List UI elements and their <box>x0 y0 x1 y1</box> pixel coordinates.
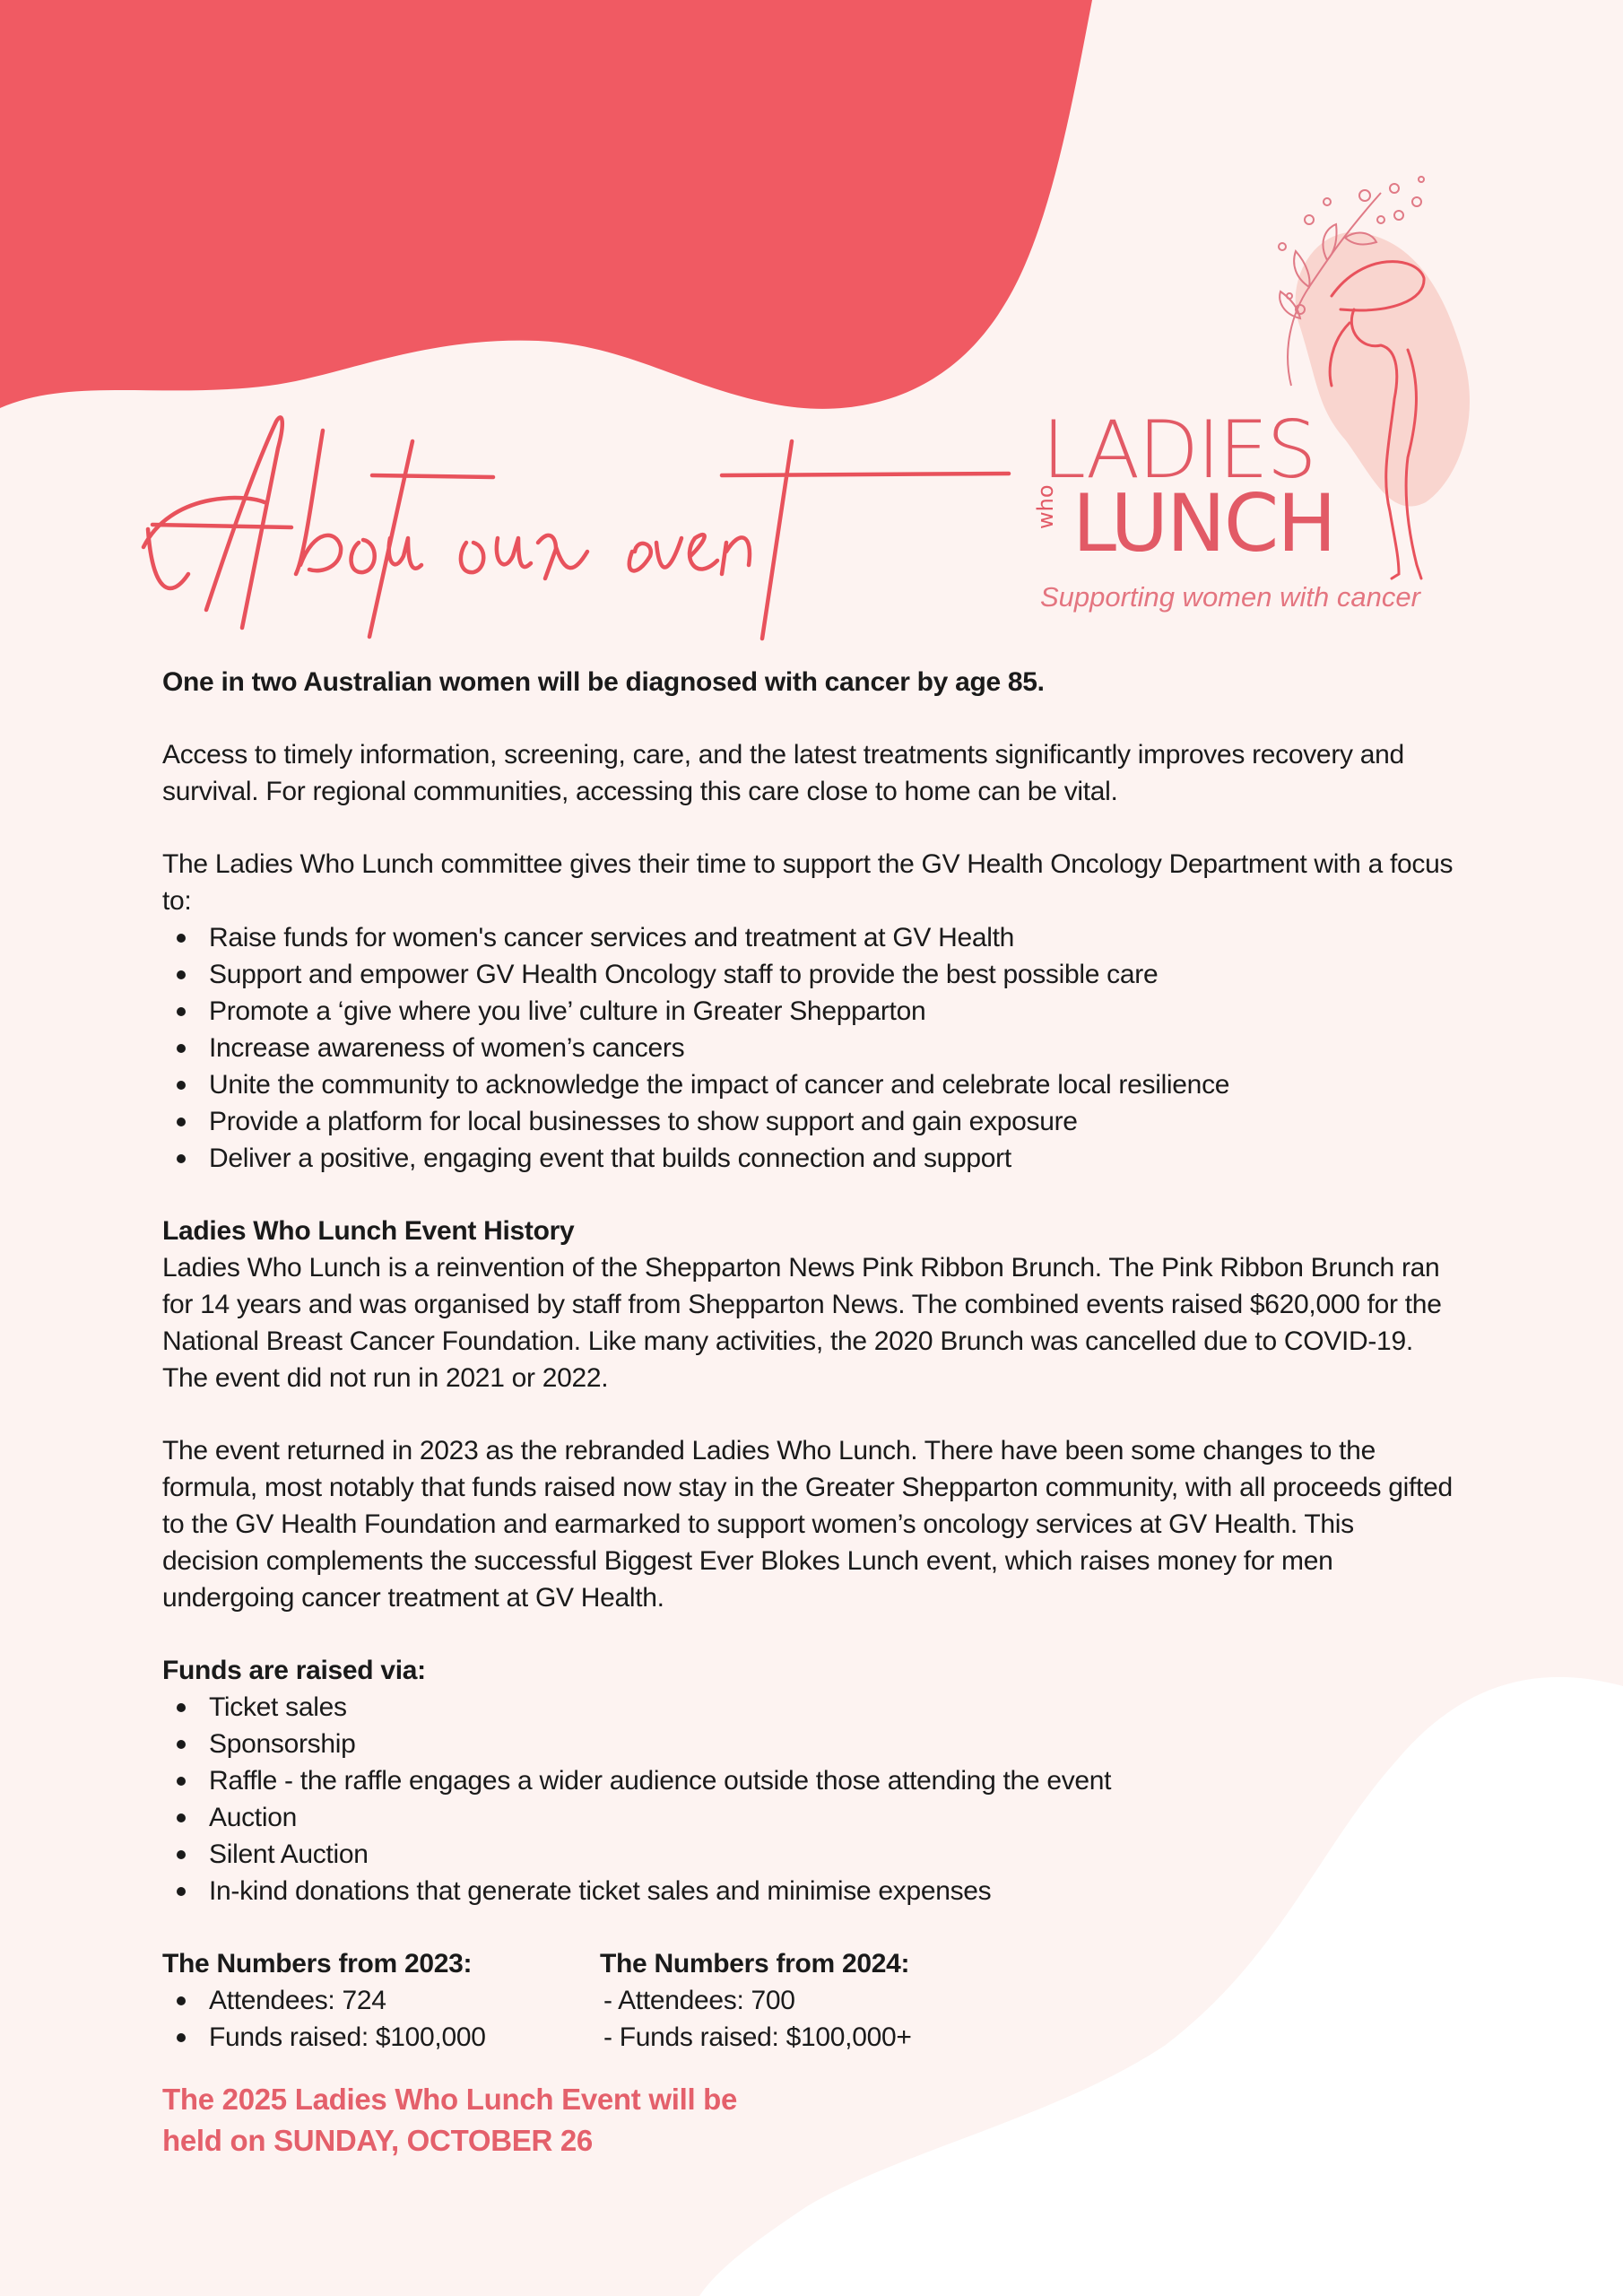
list-item: Funds raised: $100,000 <box>162 2019 600 2056</box>
numbers-2024-heading: The Numbers from 2024: <box>600 1949 910 1979</box>
list-item: Attendees: 724 <box>162 1982 600 2019</box>
numbers-2023-heading: The Numbers from 2023: <box>162 1949 473 1979</box>
logo-tagline: Supporting women with cancer <box>1040 581 1420 613</box>
event-date-callout <box>162 2079 1454 2161</box>
intro-headline: One in two Australian women will be diagnosed with cancer by age 85. <box>162 667 1045 697</box>
list-item: - Attendees: 700 <box>603 1986 795 2015</box>
numbers-2023 <box>162 1945 600 2056</box>
logo-who-text: who <box>1033 484 1058 529</box>
list-item: Auction <box>162 1799 1454 1836</box>
history-paragraph-2: The event returned in 2023 as the rebranded Ladies Who Lunch. There have been some changes to the formula, most notably that funds raised now stay in the Greater Shepparton community, with all proceeds gifted to the GV Health Foundation and earmarked to support women’s oncology services at GV Health. This decision complements the successful Biggest Ever Blokes Lunch event, which raises money for men undergoing cancer treatment at GV Health. <box>162 1436 1453 1613</box>
funds-list <box>162 1689 1454 1909</box>
list-item: - Funds raised: $100,000+ <box>603 2022 912 2052</box>
callout-line-1: The 2025 Ladies Who Lunch Event will be <box>162 2083 738 2116</box>
list-item: Sponsorship <box>162 1726 1454 1762</box>
numbers-2024 <box>600 1945 912 2056</box>
list-item: Ticket sales <box>162 1689 1454 1726</box>
page-title-script <box>135 395 1013 655</box>
logo-lunch-text: LUNCH <box>1072 477 1335 570</box>
document-body <box>162 664 1454 2161</box>
committee-lead: The Ladies Who Lunch committee gives their time to support the GV Health Oncology Department with a focus to: <box>162 849 1454 916</box>
callout-line-2: held on SUNDAY, OCTOBER 26 <box>162 2124 593 2157</box>
history-paragraph-1: Ladies Who Lunch is a reinvention of the Shepparton News Pink Ribbon Brunch. The Pink Ribbon Brunch ran for 14 years and was organised by staff from Shepparton News. The combined events raised $620,000 for the National Breast Cancer Foundation. Like many activities, the 2020 Brunch was cancelled due to COVID-19. The event did not run in 2021 or 2022. <box>162 1253 1442 1393</box>
list-item: Support and empower GV Health Oncology staff to provide the best possible care <box>162 956 1454 993</box>
history-heading: Ladies Who Lunch Event History <box>162 1216 575 1246</box>
list-item: In-kind donations that generate ticket sales and minimise expenses <box>162 1873 1454 1909</box>
list-item: Unite the community to acknowledge the impact of cancer and celebrate local resilience <box>162 1066 1454 1103</box>
numbers-section <box>162 1945 1454 2056</box>
list-item: Promote a ‘give where you live’ culture in Greater Shepparton <box>162 993 1454 1030</box>
logo-ladies-text: LADIES <box>1042 404 1315 496</box>
list-item: Silent Auction <box>162 1836 1454 1873</box>
top-left-red-blob <box>0 0 1092 409</box>
list-item: Raffle - the raffle engages a wider audience outside those attending the event <box>162 1762 1454 1799</box>
list-item: Provide a platform for local businesses to show support and gain exposure <box>162 1103 1454 1140</box>
focus-list <box>162 919 1454 1177</box>
list-item: Increase awareness of women’s cancers <box>162 1030 1454 1066</box>
ladies-who-lunch-logo <box>1022 152 1524 628</box>
funds-heading: Funds are raised via: <box>162 1656 426 1685</box>
intro-paragraph: Access to timely information, screening, care, and the latest treatments significantly improves recovery and survival. For regional communities, accessing this care close to home can be vital. <box>162 740 1404 806</box>
list-item: Raise funds for women's cancer services and treatment at GV Health <box>162 919 1454 956</box>
list-item: Deliver a positive, engaging event that builds connection and support <box>162 1140 1454 1177</box>
